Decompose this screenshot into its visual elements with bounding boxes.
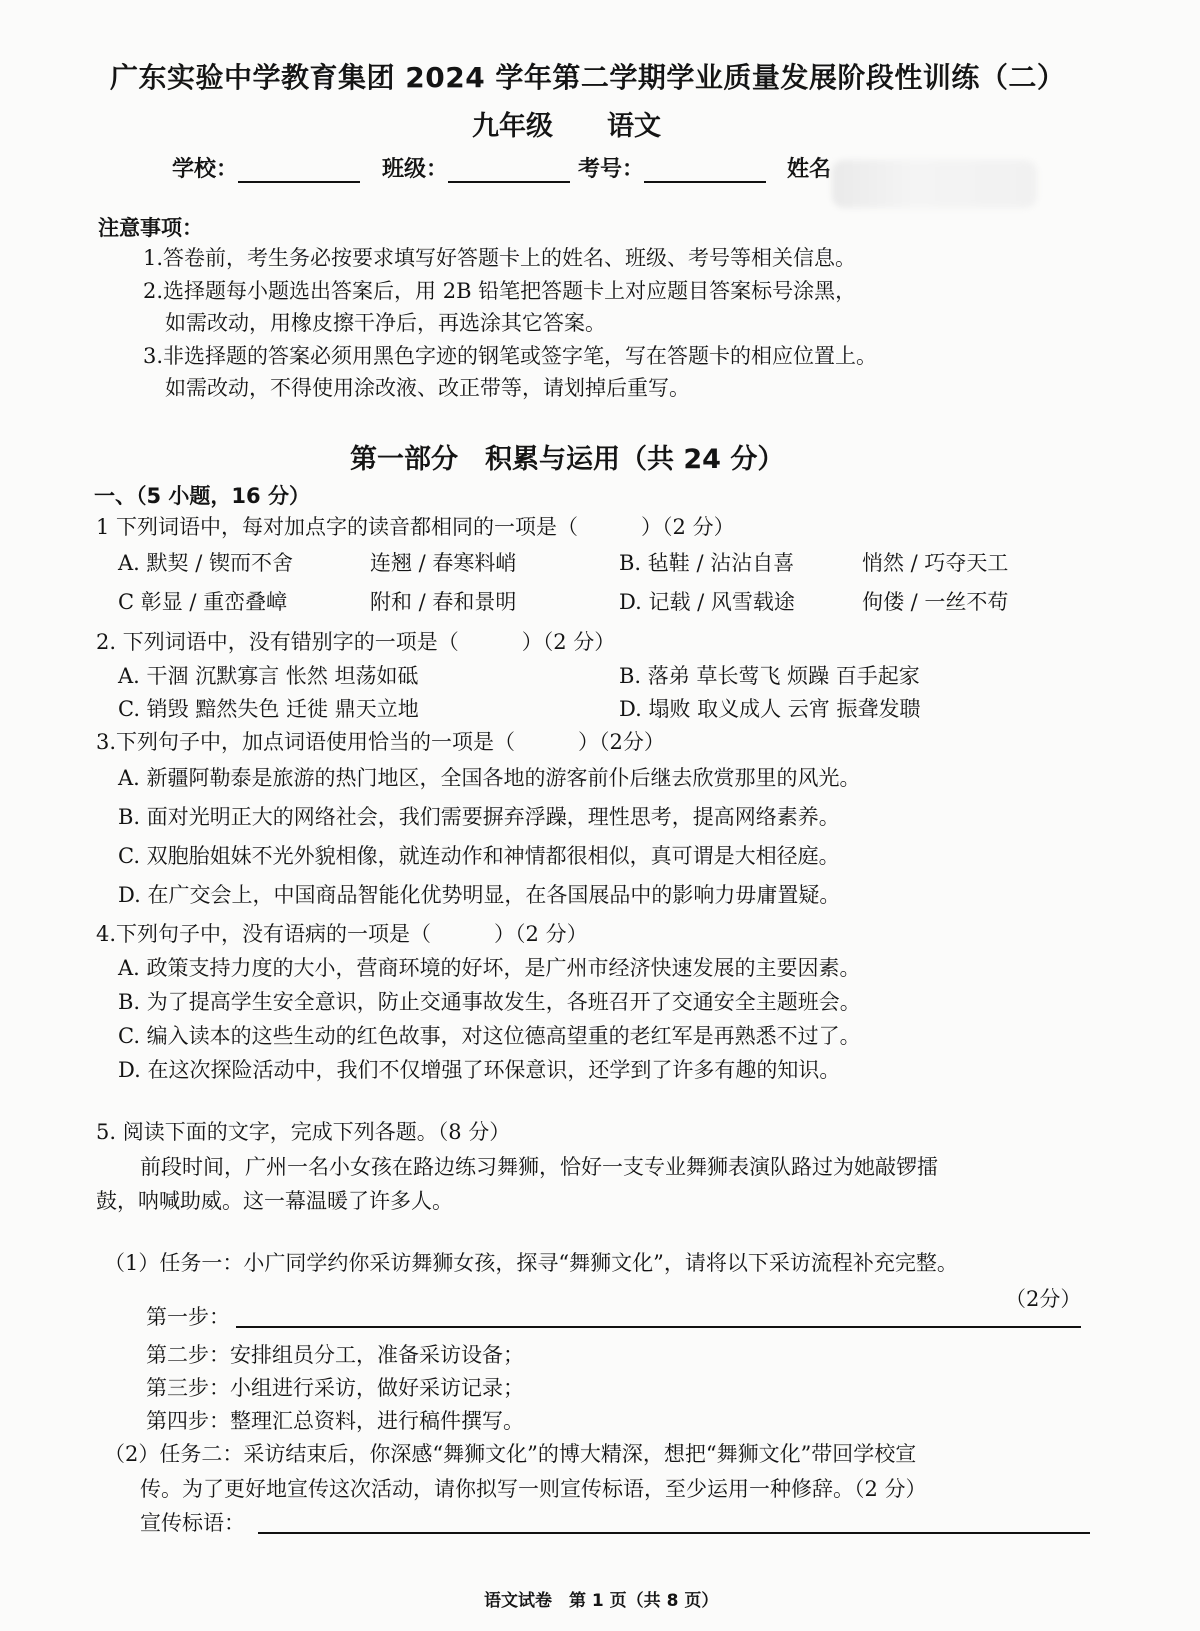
school-blank[interactable] <box>238 155 360 183</box>
exam-title: 广东实验中学教育集团 2024 学年第二学期学业质量发展阶段性训练（二） <box>110 61 1066 94</box>
q3-option: C. 双胞胎姐妹不光外貌相像，就连动作和神情都很相似，真可谓是大相径庭。 <box>118 844 840 868</box>
q1-option: B. 毡鞋 / 沾沾自喜 <box>619 551 795 575</box>
q1-option: 佝偻 / 一丝不苟 <box>862 590 1009 614</box>
q2-option: D. 塌败 取义成人 云宵 振聋发聩 <box>619 697 921 721</box>
class-label-text: 班级： <box>382 157 449 182</box>
q4-option: D. 在这次探险活动中，我们不仅增强了环保意识，还学到了许多有趣的知识。 <box>118 1058 841 1082</box>
slogan-answer-line[interactable] <box>258 1532 1090 1534</box>
q1-option: 悄然 / 巧夺天工 <box>862 551 1009 575</box>
q4-option: C. 编入读本的这些生动的红色故事，对这位德高望重的老红军是再熟悉不过了。 <box>118 1024 861 1048</box>
school-label-text: 学校： <box>172 157 239 182</box>
q2-option: A. 干涸 沉默寡言 怅然 坦荡如砥 <box>118 664 419 688</box>
step-4: 第四步：整理汇总资料，进行稿件撰写。 <box>146 1409 524 1433</box>
notice-item: 2.选择题每小题选出答案后，用 2B 铅笔把答题卡上对应题目答案标号涂黑， <box>143 279 857 303</box>
notice-heading: 注意事项： <box>98 216 203 240</box>
q1-option: D. 记载 / 风雪载途 <box>619 590 795 614</box>
q3-option: B. 面对光明正大的网络社会，我们需要摒弃浮躁，理性思考，提高网络素养。 <box>118 805 840 829</box>
notice-item: 1.答卷前，考生务必按要求填写好答题卡上的姓名、班级、考号等相关信息。 <box>143 246 857 270</box>
notice-item: 如需改动，用橡皮擦干净后，再选涂其它答案。 <box>165 311 606 335</box>
q2-stem: 2. 下列词语中，没有错别字的一项是（ ）（2 分） <box>96 630 616 654</box>
school-label <box>172 152 360 183</box>
q3-stem: 3.下列句子中，加点词语使用恰当的一项是（ ）（2分） <box>96 730 665 754</box>
class-label <box>382 152 570 183</box>
q5-task1: （1）任务一：小广同学约你采访舞狮女孩，探寻“舞狮文化”，请将以下采访流程补充完整。 <box>104 1251 958 1275</box>
q5-task2: 传。为了更好地宣传这次活动，请你拟写一则宣传标语，至少运用一种修辞。（2 分） <box>140 1477 927 1501</box>
q5-task2: （2）任务二：采访结束后，你深感“舞狮文化”的博大精深，想把“舞狮文化”带回学校宣 <box>104 1442 917 1466</box>
slogan-label: 宣传标语： <box>140 1511 245 1535</box>
q3-option: D. 在广交会上，中国商品智能化优势明显，在各国展品中的影响力毋庸置疑。 <box>118 883 841 907</box>
notice-item: 如需改动，不得使用涂改液、改正带等，请划掉后重写。 <box>165 376 690 400</box>
q4-option: B. 为了提高学生安全意识，防止交通事故发生，各班召开了交通安全主题班会。 <box>118 990 861 1014</box>
q2-option: C. 销毁 黯然失色 迁徙 鼎天立地 <box>118 697 419 721</box>
exam-no-blank[interactable] <box>644 155 766 183</box>
q5-passage: 鼓，呐喊助威。这一幕温暖了许多人。 <box>96 1189 453 1213</box>
q5-stem: 5. 阅读下面的文字，完成下列各题。（8 分） <box>96 1120 511 1144</box>
q4-option: A. 政策支持力度的大小，营商环境的好坏，是广州市经济快速发展的主要因素。 <box>118 956 861 980</box>
page-footer: 语文试卷 第 1 页（共 8 页） <box>484 1591 719 1611</box>
exam-no-label-text: 考号： <box>578 157 645 182</box>
step-3: 第三步：小组进行采访，做好采访记录； <box>146 1376 524 1400</box>
notice-item: 3.非选择题的答案必须用黑色字迹的钢笔或签字笔，写在答题卡的相应位置上。 <box>143 344 878 368</box>
q5-passage: 前段时间，广州一名小女孩在路边练习舞狮，恰好一支专业舞狮表演队路过为她敲锣擂 <box>140 1155 938 1179</box>
exam-no-label <box>578 152 766 183</box>
q5-task1-score: （2分） <box>1005 1287 1082 1311</box>
q1-option: 附和 / 春和景明 <box>370 590 517 614</box>
class-blank[interactable] <box>448 155 570 183</box>
q1-option: 连翘 / 春寒料峭 <box>370 551 517 575</box>
section-title: 第一部分 积累与运用（共 24 分） <box>350 444 785 475</box>
q3-option: A. 新疆阿勒泰是旅游的热门地区，全国各地的游客前仆后继去欣赏那里的风光。 <box>118 766 861 790</box>
exam-subtitle: 九年级 语文 <box>472 111 661 142</box>
name-label: 姓名 <box>787 157 832 182</box>
step-1: 第一步： <box>146 1305 230 1329</box>
q1-option: A. 默契 / 锲而不舍 <box>118 551 293 575</box>
part-one-heading: 一、（5 小题，16 分） <box>94 484 310 508</box>
q4-stem: 4.下列句子中，没有语病的一项是（ ）（2 分） <box>96 922 588 946</box>
step-2: 第二步：安排组员分工，准备采访设备； <box>146 1343 524 1367</box>
step-1-answer-line[interactable] <box>236 1326 1081 1328</box>
q2-option: B. 落弟 草长莺飞 烦躁 百手起家 <box>619 664 920 688</box>
q1-stem: 1 下列词语中，每对加点字的读音都相同的一项是（ ）（2 分） <box>96 515 735 539</box>
redacted-name-area <box>832 160 1037 208</box>
q1-option: C 彰显 / 重峦叠嶂 <box>118 590 288 614</box>
